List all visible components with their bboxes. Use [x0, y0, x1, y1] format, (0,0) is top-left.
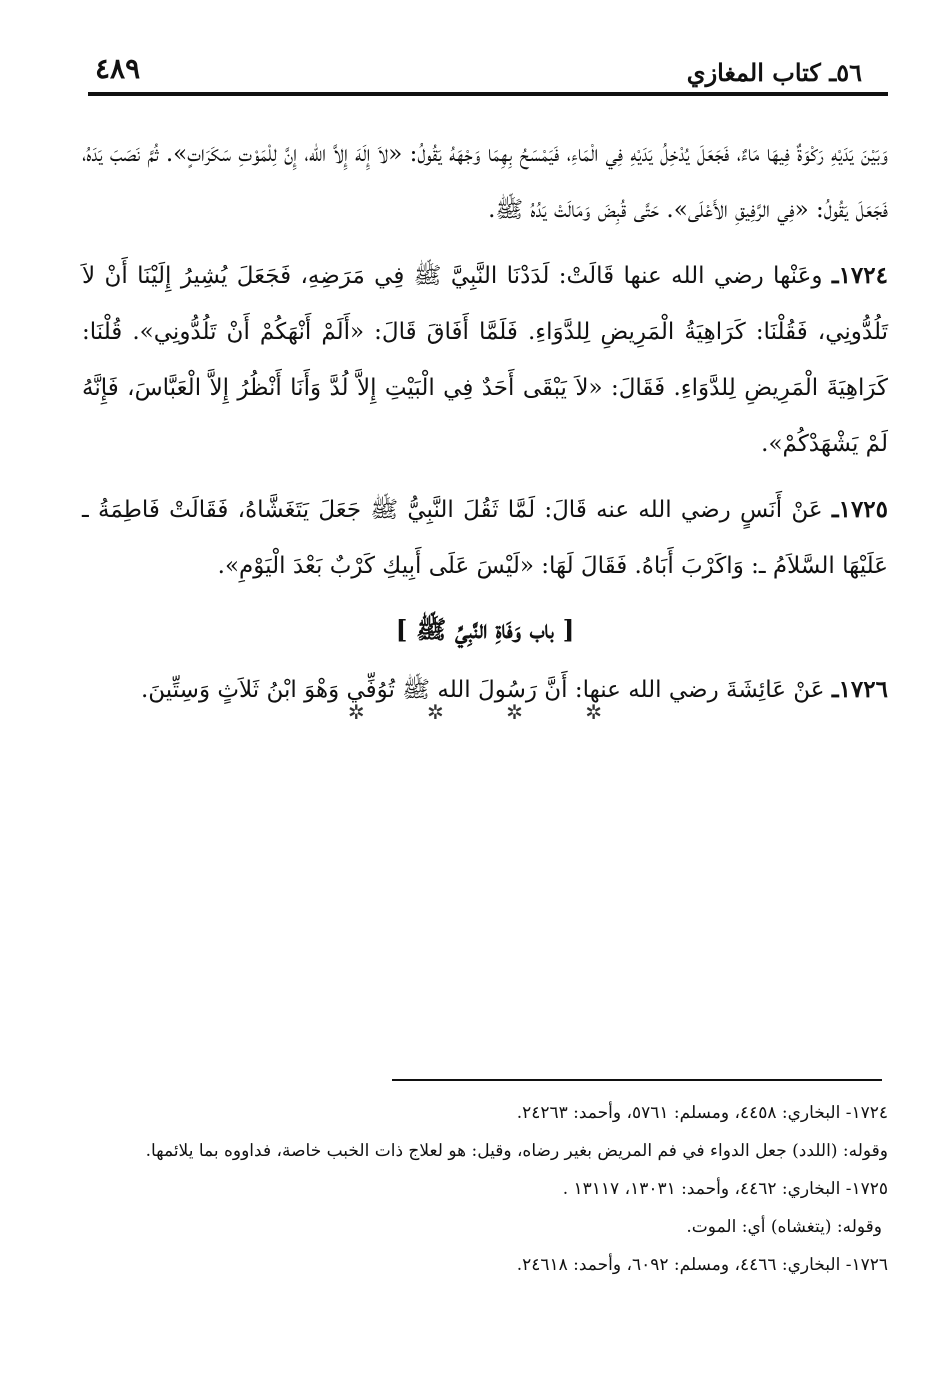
hadith-1725	[82, 482, 888, 594]
footnote-1724: ١٧٢٤- البخاري: ٤٤٥٨، ومسلم: ٥٧٦١، وأحمد: ٢٤٢٦٣.	[516, 1103, 888, 1123]
page-number: ٤٨٩	[95, 52, 141, 85]
hadith-text: عَنْ عَائِشَةَ رضي الله عنها: أَنَّ رَسُولَ الله ﷺ تُوُفِّي وَهْوَ ابْنُ ثَلاَثٍ وَسِتِّينَ.	[140, 677, 825, 703]
paragraph-continuation	[82, 126, 888, 238]
footnote-1725: ١٧٢٥- البخاري: ٤٤٦٢، وأحمد: ١٣٠٣١، ١٣١١٧ .	[562, 1179, 888, 1199]
text-line: وَبَيْنَ يَدَيْهِ رَكْوَةٌ فِيهَا مَاءٌ، فَجَعَلَ يُدْخِلُ يَدَيْهِ فِي الْمَاءِ، فَيَمْسَحُ بِهِمَا وَجْهَهُ يَقُولُ: «لاَ إِلَهَ إِلاَّ الله، إِنَّ	[284, 141, 888, 167]
star-ornament-icon: ✲	[506, 700, 523, 724]
main-text	[82, 126, 888, 718]
footnote-1724-note: وقوله: (اللدد) جعل الدواء في فم المريض بغير رضاه، وقيل: هو لعلاج ذات الخبب خاصة، فداووه بما يلائمها.	[145, 1141, 888, 1161]
text-line: لِلْمَوْتِ سَكَرَاتٍ». ثُمَّ نَصَبَ يَدَهُ، فَجَعَلَ يَقُولُ: «فِي الرَّفِيقِ الأَعْلَى». حَتَّى قُبِضَ وَمَالَتْ يَدُهُ ﷺ.	[82, 141, 888, 223]
chapter-heading: [ باب وَفَاةِ النَّبِيِّ ﷺ ]	[395, 615, 575, 644]
footnote-rule	[392, 1079, 882, 1081]
chapter-running-title: ٥٦ـ كتاب المغازي	[686, 58, 862, 87]
hadith-number: ١٧٢٦ـ	[831, 676, 888, 703]
star-ornament-icon: ✲	[347, 700, 365, 724]
hadith-text: عَنْ أَنَسٍ رضي الله عنه قَالَ: لَمَّا ثَقُلَ النَّبِيُّ ﷺ جَعَلَ يَتَغَشَّاهُ، فَقَالَتْ فَاطِمَةُ ـ عَلَيْهَا السَّلاَمُ ـ: وَاكَرْبَ أَبَاهُ. فَقَالَ لَهَا: «لَيْسَ عَلَى أَبِيكِ كَرْبٌ بَعْدَ الْيَوْمِ».	[82, 497, 888, 579]
star-ornament-icon: ✲	[427, 700, 444, 724]
hadith-number: ١٧٢٤ـ	[831, 262, 888, 289]
hadith-number: ١٧٢٥ـ	[831, 496, 889, 523]
hadith-text: وعَنْها رضي الله عنها قَالَتْ: لَدَدْنَا النَّبِيَّ ﷺ فِي مَرَضِهِ، فَجَعَلَ يُشِيرُ إِلَيْنَا أَنْ لاَ تَلُدُّونِي، فَقُلْنَا: كَرَاهِيَةُ الْمَرِيضِ لِلدَّوَاءِ. فَلَمَّا أَفَاقَ قَالَ: «أَلَمْ أَنْهَكُمْ أَنْ تَلُدُّونِي». قُلْنَا: كَرَاهِيَةَ الْمَرِيضِ لِلدَّوَاءِ. فَقَالَ: «لاَ يَبْقَى أَحَدٌ فِي الْبَيْتِ إِلاَّ لُدَّ وَأَنَا أَنْظُرُ إِلاَّ الْعَبَّاسَ، فَإِنَّهُ لَمْ يَشْهَدْكُمْ».	[82, 263, 888, 457]
hadith-1724	[82, 248, 888, 472]
footnote-1726: ١٧٢٦- البخاري: ٤٤٦٦، ومسلم: ٦٠٩٢، وأحمد: ٢٤٦١٨.	[516, 1255, 888, 1275]
footnote-1725-note: وقوله: (يتغشاه) أي: الموت.	[686, 1217, 882, 1237]
footnotes	[82, 1098, 888, 1288]
star-ornament-icon: ✲	[585, 700, 603, 724]
separator-ornament	[0, 700, 950, 724]
header-rule	[88, 92, 888, 96]
